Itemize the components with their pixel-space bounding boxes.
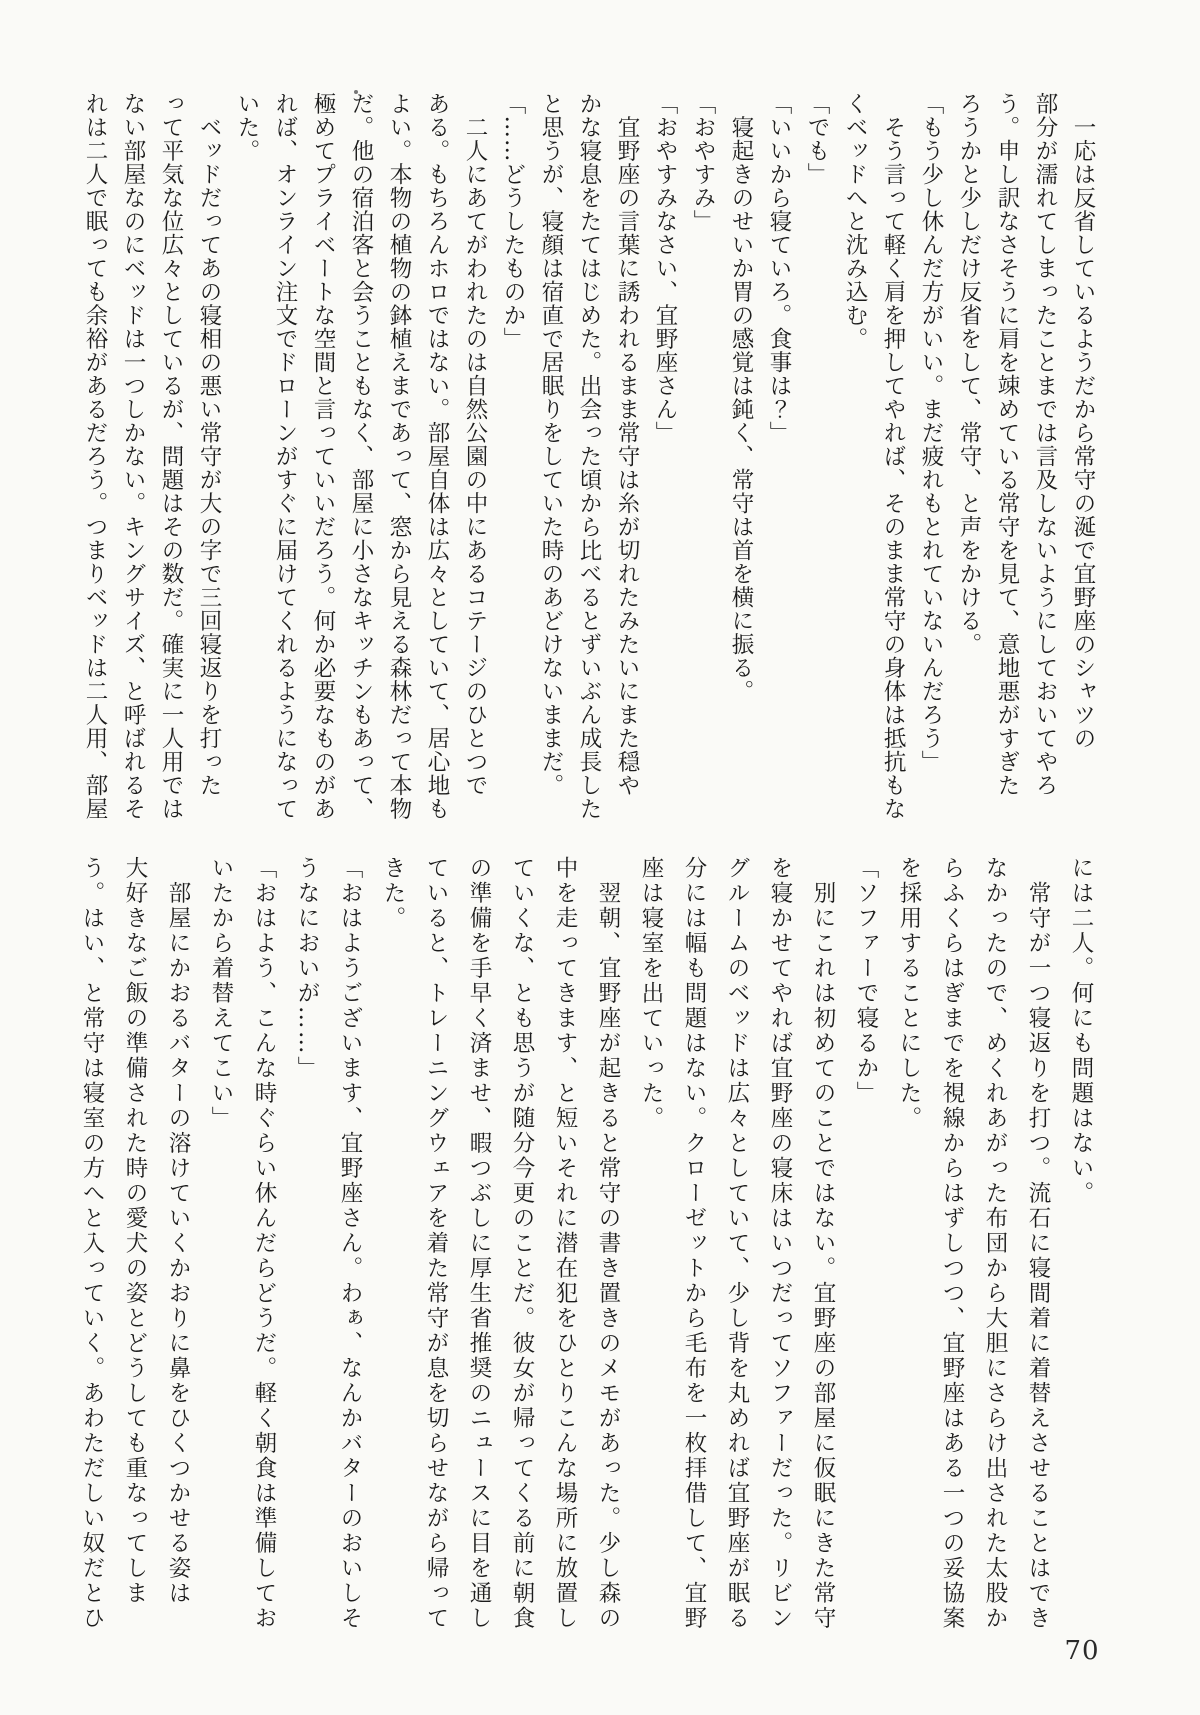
text-column: を寝かせてやれば宜野座の寝床はいつだってソファーだった。リビン (767, 856, 793, 1631)
text-column: いた。 (234, 92, 260, 163)
text-block-top (76, 92, 1102, 834)
text-column: 常守が一つ寝返りを打つ。流石に寝間着に着替えさせることはでき (1025, 856, 1051, 1631)
text-column: 部分が濡れてしまったことまでは言及しないようにしておいてやろ (1032, 92, 1058, 797)
text-column: なかったので、めくれあがった布団から大胆にさらけ出された太股か (982, 856, 1008, 1631)
text-column: よい。本物の植物の鉢植えまであって、窓から見える森林だって本物 (386, 92, 412, 821)
text-column: 「おはよう、こんな時ぐらい休んだらどうだ。軽く朝食は準備してお (251, 856, 277, 1631)
text-column: かな寝息をたてはじめた。出会った頃から比べるとずいぶん成長した (576, 92, 602, 821)
text-block-bottom (70, 856, 1102, 1648)
text-column: 中を走ってきます、と短いそれに潜在犯をひとりこんな場所に放置し (552, 856, 578, 1631)
text-column: れば、オンライン注文でドローンがすぐに届けてくれるようになって (272, 92, 298, 821)
text-column: 一応は反省しているようだから常守の涎で宜野座のシャツの (1070, 92, 1096, 750)
text-column: う。申し訳なさそうに肩を竦めている常守を見て、意地悪がすぎた (994, 92, 1020, 797)
text-column: 座は寝室を出ていった。 (638, 856, 664, 1131)
text-column: らふくらはぎまでを視線からはずしつつ、宜野座はある一つの妥協案 (939, 856, 965, 1631)
text-column: ベッドだってあの寝相の悪い常守が大の字で三回寝返りを打った (196, 92, 222, 797)
text-column: くベッドへと沈み込む。 (842, 92, 868, 351)
text-column: 極めてプライベートな空間と言っていいだろう。何か必要なものがあ (310, 92, 336, 821)
text-column: 寝起きのせいか胃の感覚は鈍く、常守は首を横に振る。 (728, 92, 754, 703)
text-column: を採用することにした。 (896, 856, 922, 1131)
text-column: 翌朝、宜野座が起きると常守の書き置きのメモがあった。少し森の (595, 856, 621, 1631)
text-column: う。はい、と常守は寝室の方へと入っていく。あわただしい奴だとひ (79, 856, 105, 1631)
text-column: には二人。何にも問題はない。 (1068, 856, 1094, 1206)
text-column: うなにおいが……」 (294, 856, 320, 1081)
text-column: 「でも」 (804, 92, 830, 186)
text-column: 部屋にかおるバターの溶けていくかおりに鼻をひくつかせる姿は (165, 856, 191, 1606)
text-column: いたから着替えてこい」 (208, 856, 234, 1131)
text-column: 「……どうしたものか」 (500, 92, 526, 351)
text-column: ろうかと少しだけ反省をして、常守、と声をかける。 (956, 92, 982, 656)
text-column: 「もう少し休んだ方がいい。まだ疲れもとれていないんだろう」 (918, 92, 944, 774)
text-column: 「ソファーで寝るか」 (853, 856, 879, 1106)
text-column: って平気な位広々としているが、問題はその数だ。確実に一人用では (158, 92, 184, 821)
text-column: 「おはようございます、宜野座さん。わぁ、なんかバターのおいしそ (337, 856, 363, 1631)
text-column: 分には幅も問題はない。クローゼットから毛布を一枚拝借して、宜野 (681, 856, 707, 1631)
text-column: 「おやすみなさい、宜野座さん」 (652, 92, 678, 445)
text-column: ない部屋なのにベッドは一つしかない。キングサイズ、と呼ばれるそ (120, 92, 146, 821)
text-column: 別にこれは初めてのことではない。宜野座の部屋に仮眠にきた常守 (810, 856, 836, 1631)
text-column: そう言って軽く肩を押してやれば、そのまま常守の身体は抵抗もな (880, 92, 906, 821)
text-column: グルームのベッドは広々としていて、少し背を丸めれば宜野座が眠る (724, 856, 750, 1631)
text-column: 「おやすみ」 (690, 92, 716, 233)
text-column: ていくな、とも思うが随分今更のことだ。彼女が帰ってくる前に朝食 (509, 856, 535, 1631)
text-column: ていると、トレーニングウェアを着た常守が息を切らせながら帰って (423, 856, 449, 1631)
text-column: 「いいから寝ていろ。食事は？」 (766, 92, 792, 445)
text-column: れは二人で眠っても余裕があるだろう。つまりベッドは二人用、部屋 (82, 92, 108, 821)
text-column: 宜野座の言葉に誘われるまま常守は糸が切れたみたいにまた穏や (614, 92, 640, 797)
text-column: 二人にあてがわれたのは自然公園の中にあるコテージのひとつで (462, 92, 488, 797)
page-number: 70 (1064, 1636, 1100, 1666)
text-column: きた。 (380, 856, 406, 931)
text-column: の準備を手早く済ませ、暇つぶしに厚生省推奨のニュースに目を通し (466, 856, 492, 1631)
text-column: ある。もちろんホロではない。部屋自体は広々としていて、居心地も (424, 92, 450, 821)
text-column: 大好きなご飯の準備された時の愛犬の姿とどうしても重なってしま (122, 856, 148, 1606)
text-column: と思うが、寝顔は宿直で居眠りをしていた時のあどけないままだ。 (538, 92, 564, 797)
text-column: だ。他の宿泊客と会うこともなく、部屋に小さなキッチンもあって、 (348, 92, 374, 821)
